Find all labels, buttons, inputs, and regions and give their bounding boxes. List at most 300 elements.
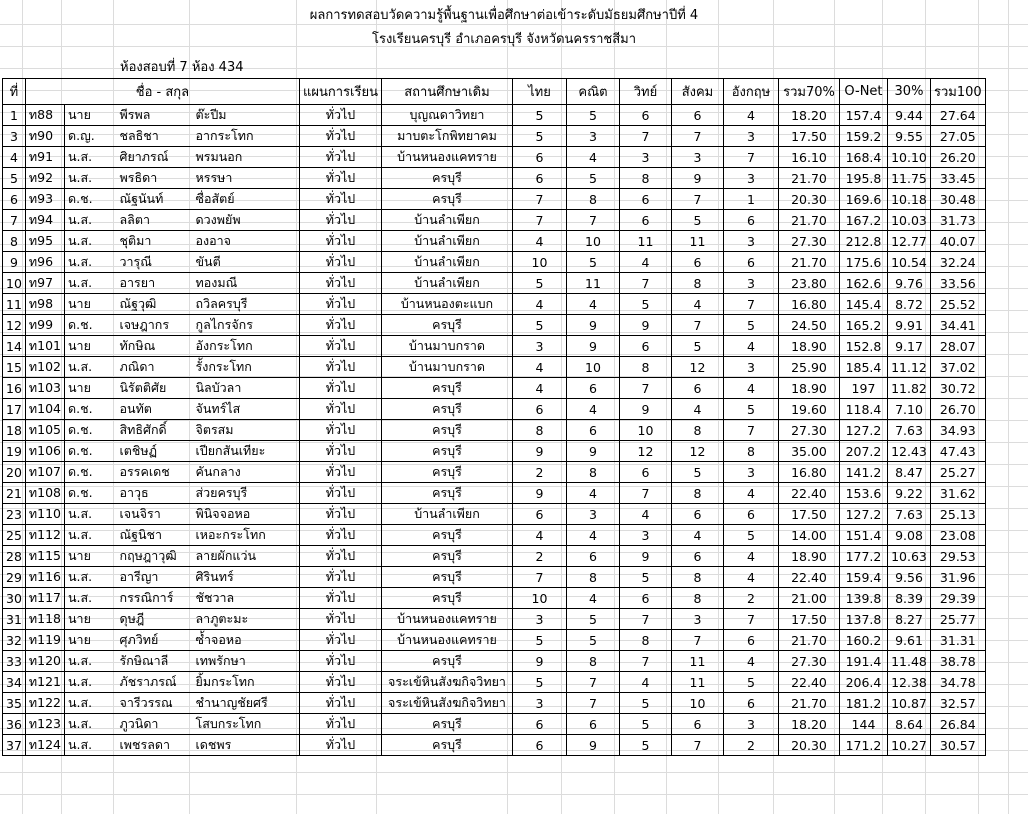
cell-no: 25 — [3, 525, 26, 546]
cell-sum70: 16.80 — [778, 462, 839, 483]
cell-sum70: 21.00 — [778, 588, 839, 609]
cell-last-name: รั้งกระโทก — [193, 357, 300, 378]
cell-onet: 169.6 — [839, 189, 887, 210]
cell-thai: 4 — [512, 378, 566, 399]
col-header-school: สถานศึกษาเดิม — [381, 79, 512, 105]
cell-english: 6 — [723, 252, 778, 273]
cell-no: 12 — [3, 315, 26, 336]
school-title: โรงเรียนครบุรี อำเภอครบุรี จังหวัดนครราชสีมา — [371, 32, 636, 47]
cell-exam-id: ท112 — [25, 525, 64, 546]
cell-social: 6 — [671, 105, 723, 126]
col-header-onet: O-Net — [839, 79, 887, 105]
cell-prefix: น.ส. — [65, 735, 117, 756]
cell-exam-id: ท97 — [25, 273, 64, 294]
cell-first-name: พีรพล — [117, 105, 193, 126]
cell-sum70: 18.90 — [778, 336, 839, 357]
cell-exam-id: ท90 — [25, 126, 64, 147]
exam-room-label: ห้องสอบที่ 7 ห้อง 434 — [120, 60, 244, 75]
table-row — [3, 504, 986, 525]
cell-onet: 195.8 — [839, 168, 887, 189]
cell-english: 4 — [723, 546, 778, 567]
cell-last-name: เดชพร — [193, 735, 300, 756]
cell-math: 9 — [566, 735, 619, 756]
cell-science: 7 — [619, 273, 671, 294]
cell-prev-school: บ้านลำเพียก — [381, 210, 512, 231]
cell-science: 6 — [619, 588, 671, 609]
cell-thai: 5 — [512, 630, 566, 651]
cell-prefix: น.ส. — [65, 357, 117, 378]
cell-plan: ทั่วไป — [300, 483, 382, 504]
cell-sum70: 27.30 — [778, 420, 839, 441]
score-table — [2, 78, 986, 756]
table-row — [3, 399, 986, 420]
cell-sum100: 34.78 — [930, 672, 985, 693]
cell-plan: ทั่วไป — [300, 231, 382, 252]
header-row — [3, 79, 986, 105]
cell-onet: 175.6 — [839, 252, 887, 273]
cell-thai: 9 — [512, 651, 566, 672]
cell-sum70: 35.00 — [778, 441, 839, 462]
cell-sum70: 20.30 — [778, 735, 839, 756]
cell-sum100: 31.62 — [930, 483, 985, 504]
cell-social: 7 — [671, 630, 723, 651]
cell-sum100: 47.43 — [930, 441, 985, 462]
cell-30pct: 9.91 — [887, 315, 930, 336]
cell-first-name: สิทธิศักดิ์ — [117, 420, 193, 441]
cell-onet: 137.8 — [839, 609, 887, 630]
cell-sum100: 33.56 — [930, 273, 985, 294]
cell-onet: 165.2 — [839, 315, 887, 336]
cell-social: 11 — [671, 231, 723, 252]
cell-30pct: 9.17 — [887, 336, 930, 357]
cell-social: 6 — [671, 714, 723, 735]
cell-first-name: ภูวนิดา — [117, 714, 193, 735]
col-header-30pct: 30% — [887, 79, 930, 105]
cell-social: 8 — [671, 588, 723, 609]
cell-prefix: น.ส. — [65, 588, 117, 609]
table-row — [3, 252, 986, 273]
cell-plan: ทั่วไป — [300, 252, 382, 273]
cell-prev-school: บ้านหนองตะแบก — [381, 294, 512, 315]
cell-prefix: นาย — [65, 546, 117, 567]
cell-thai: 4 — [512, 525, 566, 546]
cell-exam-id: ท98 — [25, 294, 64, 315]
table-row — [3, 693, 986, 714]
cell-no: 4 — [3, 147, 26, 168]
cell-thai: 9 — [512, 441, 566, 462]
cell-last-name: องอาจ — [193, 231, 300, 252]
table-row — [3, 189, 986, 210]
cell-prev-school: บุญณดาวิทยา — [381, 105, 512, 126]
cell-sum70: 17.50 — [778, 126, 839, 147]
cell-no: 19 — [3, 441, 26, 462]
cell-onet: 159.4 — [839, 567, 887, 588]
cell-science: 7 — [619, 651, 671, 672]
cell-first-name: อนทัต — [117, 399, 193, 420]
cell-30pct: 12.77 — [887, 231, 930, 252]
cell-prefix: น.ส. — [65, 273, 117, 294]
cell-prev-school: บ้านหนองแคทราย — [381, 630, 512, 651]
cell-math: 5 — [566, 168, 619, 189]
cell-no: 9 — [3, 252, 26, 273]
cell-science: 6 — [619, 105, 671, 126]
cell-prev-school: บ้านมาบกราด — [381, 336, 512, 357]
cell-onet: 185.4 — [839, 357, 887, 378]
cell-math: 8 — [566, 189, 619, 210]
cell-exam-id: ท110 — [25, 504, 64, 525]
cell-math: 4 — [566, 525, 619, 546]
col-header-sum70: รวม70% — [778, 79, 839, 105]
cell-sum100: 40.07 — [930, 231, 985, 252]
cell-thai: 5 — [512, 672, 566, 693]
col-header-name: ชื่อ - สกุล — [25, 79, 299, 105]
cell-sum100: 28.07 — [930, 336, 985, 357]
cell-no: 10 — [3, 273, 26, 294]
cell-sum100: 26.70 — [930, 399, 985, 420]
cell-sum70: 18.20 — [778, 714, 839, 735]
cell-last-name: ทองมณี — [193, 273, 300, 294]
cell-english: 4 — [723, 651, 778, 672]
cell-thai: 10 — [512, 252, 566, 273]
cell-prev-school: ครบุรี — [381, 483, 512, 504]
cell-math: 8 — [566, 462, 619, 483]
cell-plan: ทั่วไป — [300, 714, 382, 735]
cell-sum100: 37.02 — [930, 357, 985, 378]
table-row — [3, 651, 986, 672]
cell-social: 7 — [671, 126, 723, 147]
cell-thai: 6 — [512, 399, 566, 420]
cell-sum70: 21.70 — [778, 630, 839, 651]
cell-math: 8 — [566, 567, 619, 588]
cell-plan: ทั่วไป — [300, 168, 382, 189]
cell-prefix: น.ส. — [65, 567, 117, 588]
cell-math: 4 — [566, 294, 619, 315]
cell-prefix: น.ส. — [65, 210, 117, 231]
cell-prefix: ด.ช. — [65, 483, 117, 504]
cell-30pct: 9.44 — [887, 105, 930, 126]
cell-sum100: 32.57 — [930, 693, 985, 714]
cell-no: 15 — [3, 357, 26, 378]
cell-last-name: อากระโทก — [193, 126, 300, 147]
cell-english: 7 — [723, 294, 778, 315]
table-row — [3, 105, 986, 126]
cell-sum100: 25.52 — [930, 294, 985, 315]
cell-english: 6 — [723, 210, 778, 231]
cell-onet: 206.4 — [839, 672, 887, 693]
cell-social: 9 — [671, 168, 723, 189]
cell-exam-id: ท106 — [25, 441, 64, 462]
cell-math: 7 — [566, 210, 619, 231]
cell-no: 7 — [3, 210, 26, 231]
cell-sum100: 34.41 — [930, 315, 985, 336]
cell-prefix: น.ส. — [65, 693, 117, 714]
cell-30pct: 8.72 — [887, 294, 930, 315]
cell-math: 8 — [566, 651, 619, 672]
cell-english: 2 — [723, 735, 778, 756]
cell-sum70: 21.70 — [778, 168, 839, 189]
cell-math: 6 — [566, 546, 619, 567]
cell-social: 11 — [671, 651, 723, 672]
cell-plan: ทั่วไป — [300, 567, 382, 588]
cell-first-name: รักษิณาลี — [117, 651, 193, 672]
cell-sum100: 23.08 — [930, 525, 985, 546]
cell-30pct: 10.54 — [887, 252, 930, 273]
cell-english: 3 — [723, 273, 778, 294]
cell-sum100: 31.31 — [930, 630, 985, 651]
cell-english: 4 — [723, 105, 778, 126]
table-row — [3, 714, 986, 735]
cell-math: 7 — [566, 693, 619, 714]
cell-no: 1 — [3, 105, 26, 126]
cell-sum100: 25.13 — [930, 504, 985, 525]
cell-prefix: นาย — [65, 336, 117, 357]
cell-science: 8 — [619, 630, 671, 651]
cell-sum100: 31.96 — [930, 567, 985, 588]
cell-prev-school: ครบุรี — [381, 588, 512, 609]
table-row — [3, 378, 986, 399]
cell-sum100: 27.64 — [930, 105, 985, 126]
cell-math: 9 — [566, 336, 619, 357]
cell-prefix: ด.ช. — [65, 315, 117, 336]
cell-no: 5 — [3, 168, 26, 189]
cell-exam-id: ท116 — [25, 567, 64, 588]
cell-onet: 191.4 — [839, 651, 887, 672]
table-row — [3, 210, 986, 231]
cell-plan: ทั่วไป — [300, 462, 382, 483]
cell-last-name: ชำนาญชัยศรี — [193, 693, 300, 714]
cell-last-name: ศิรินทร์ — [193, 567, 300, 588]
cell-last-name: เหอะกระโทก — [193, 525, 300, 546]
cell-30pct: 8.27 — [887, 609, 930, 630]
cell-first-name: นิรัตติศัย — [117, 378, 193, 399]
cell-last-name: หรรษา — [193, 168, 300, 189]
cell-exam-id: ท92 — [25, 168, 64, 189]
cell-last-name: ซื่อสัตย์ — [193, 189, 300, 210]
cell-no: 3 — [3, 126, 26, 147]
cell-plan: ทั่วไป — [300, 651, 382, 672]
cell-sum70: 16.10 — [778, 147, 839, 168]
cell-first-name: เตชิษฏ์ — [117, 441, 193, 462]
cell-plan: ทั่วไป — [300, 525, 382, 546]
cell-prefix: น.ส. — [65, 672, 117, 693]
cell-thai: 7 — [512, 210, 566, 231]
cell-science: 4 — [619, 672, 671, 693]
cell-math: 3 — [566, 126, 619, 147]
grid-line — [1008, 0, 1009, 814]
cell-sum100: 26.20 — [930, 147, 985, 168]
cell-sum70: 18.90 — [778, 546, 839, 567]
cell-prefix: น.ส. — [65, 231, 117, 252]
cell-science: 5 — [619, 567, 671, 588]
cell-prefix: น.ส. — [65, 714, 117, 735]
cell-sum70: 14.00 — [778, 525, 839, 546]
cell-sum100: 38.78 — [930, 651, 985, 672]
cell-thai: 7 — [512, 567, 566, 588]
cell-social: 4 — [671, 399, 723, 420]
cell-onet: 127.2 — [839, 504, 887, 525]
cell-first-name: เจษฎากร — [117, 315, 193, 336]
cell-science: 8 — [619, 168, 671, 189]
cell-english: 7 — [723, 420, 778, 441]
cell-30pct: 12.43 — [887, 441, 930, 462]
cell-onet: 151.4 — [839, 525, 887, 546]
cell-english: 6 — [723, 693, 778, 714]
cell-thai: 7 — [512, 189, 566, 210]
cell-exam-id: ท124 — [25, 735, 64, 756]
table-row — [3, 357, 986, 378]
cell-first-name: ทักษิณ — [117, 336, 193, 357]
cell-social: 7 — [671, 315, 723, 336]
table-row — [3, 462, 986, 483]
cell-thai: 4 — [512, 357, 566, 378]
cell-onet: 159.2 — [839, 126, 887, 147]
cell-prefix: น.ส. — [65, 252, 117, 273]
cell-first-name: เจนจิรา — [117, 504, 193, 525]
cell-exam-id: ท105 — [25, 420, 64, 441]
cell-exam-id: ท123 — [25, 714, 64, 735]
cell-30pct: 10.10 — [887, 147, 930, 168]
cell-social: 8 — [671, 420, 723, 441]
cell-sum70: 20.30 — [778, 189, 839, 210]
cell-exam-id: ท88 — [25, 105, 64, 126]
cell-thai: 5 — [512, 315, 566, 336]
cell-sum70: 22.40 — [778, 672, 839, 693]
cell-sum70: 18.20 — [778, 105, 839, 126]
cell-prev-school: ครบุรี — [381, 735, 512, 756]
cell-math: 9 — [566, 441, 619, 462]
cell-first-name: ดุษฎี — [117, 609, 193, 630]
cell-no: 29 — [3, 567, 26, 588]
cell-onet: 152.8 — [839, 336, 887, 357]
cell-onet: 207.2 — [839, 441, 887, 462]
cell-no: 21 — [3, 483, 26, 504]
cell-thai: 5 — [512, 105, 566, 126]
cell-first-name: อารยา — [117, 273, 193, 294]
cell-thai: 6 — [512, 147, 566, 168]
cell-english: 3 — [723, 357, 778, 378]
cell-social: 5 — [671, 336, 723, 357]
cell-last-name: พินิจจอหอ — [193, 504, 300, 525]
cell-30pct: 9.61 — [887, 630, 930, 651]
cell-prev-school: ครบุรี — [381, 420, 512, 441]
report-title: ผลการทดสอบวัดความรู้พื้นฐานเพื่อศึกษาต่อเข้าระดับมัธยมศึกษาปีที่ 4 — [309, 8, 699, 23]
cell-math: 6 — [566, 378, 619, 399]
cell-thai: 3 — [512, 609, 566, 630]
cell-math: 4 — [566, 483, 619, 504]
cell-sum100: 29.53 — [930, 546, 985, 567]
cell-thai: 2 — [512, 462, 566, 483]
cell-last-name: ยิ้มกระโทก — [193, 672, 300, 693]
cell-math: 10 — [566, 357, 619, 378]
cell-science: 6 — [619, 189, 671, 210]
cell-english: 3 — [723, 168, 778, 189]
cell-prev-school: ครบุรี — [381, 399, 512, 420]
cell-english: 3 — [723, 462, 778, 483]
cell-english: 5 — [723, 315, 778, 336]
cell-science: 5 — [619, 714, 671, 735]
cell-onet: 171.2 — [839, 735, 887, 756]
cell-plan: ทั่วไป — [300, 420, 382, 441]
cell-english: 2 — [723, 588, 778, 609]
cell-first-name: ภณิดา — [117, 357, 193, 378]
cell-first-name: วารุณี — [117, 252, 193, 273]
cell-exam-id: ท91 — [25, 147, 64, 168]
cell-science: 6 — [619, 210, 671, 231]
cell-onet: 145.4 — [839, 294, 887, 315]
cell-prev-school: ครบุรี — [381, 168, 512, 189]
cell-sum70: 21.70 — [778, 252, 839, 273]
cell-prev-school: บ้านลำเพียก — [381, 252, 512, 273]
cell-thai: 6 — [512, 735, 566, 756]
cell-english: 4 — [723, 483, 778, 504]
cell-plan: ทั่วไป — [300, 546, 382, 567]
cell-science: 5 — [619, 294, 671, 315]
cell-first-name: ลลิตา — [117, 210, 193, 231]
cell-no: 17 — [3, 399, 26, 420]
cell-science: 10 — [619, 420, 671, 441]
cell-30pct: 7.63 — [887, 504, 930, 525]
cell-30pct: 11.75 — [887, 168, 930, 189]
cell-exam-id: ท102 — [25, 357, 64, 378]
cell-first-name: จารีวรรณ — [117, 693, 193, 714]
cell-plan: ทั่วไป — [300, 399, 382, 420]
cell-first-name: ศุภวิทย์ — [117, 630, 193, 651]
cell-prefix: นาย — [65, 378, 117, 399]
cell-science: 9 — [619, 546, 671, 567]
cell-prefix: น.ส. — [65, 168, 117, 189]
cell-prefix: นาย — [65, 609, 117, 630]
cell-science: 4 — [619, 252, 671, 273]
cell-30pct: 9.55 — [887, 126, 930, 147]
cell-last-name: อังกระโทก — [193, 336, 300, 357]
cell-prev-school: จระเข้หินสังฆกิจวิทยา — [381, 672, 512, 693]
cell-onet: 197 — [839, 378, 887, 399]
table-row — [3, 567, 986, 588]
cell-prefix: ด.ช. — [65, 399, 117, 420]
cell-english: 3 — [723, 714, 778, 735]
cell-first-name: ศิยาภรณ์ — [117, 147, 193, 168]
cell-math: 4 — [566, 399, 619, 420]
cell-no: 14 — [3, 336, 26, 357]
cell-30pct: 8.47 — [887, 462, 930, 483]
cell-sum70: 22.40 — [778, 483, 839, 504]
cell-no: 37 — [3, 735, 26, 756]
cell-math: 6 — [566, 420, 619, 441]
col-header-plan: แผนการเรียน — [300, 79, 382, 105]
cell-first-name: ภัชราภรณ์ — [117, 672, 193, 693]
cell-thai: 10 — [512, 588, 566, 609]
cell-prefix: น.ส. — [65, 147, 117, 168]
cell-sum70: 18.90 — [778, 378, 839, 399]
cell-prev-school: ครบุรี — [381, 714, 512, 735]
cell-plan: ทั่วไป — [300, 504, 382, 525]
cell-prev-school: บ้านหนองแคทราย — [381, 147, 512, 168]
cell-first-name: อรรคเดช — [117, 462, 193, 483]
cell-thai: 3 — [512, 693, 566, 714]
cell-social: 6 — [671, 546, 723, 567]
cell-no: 18 — [3, 420, 26, 441]
cell-thai: 4 — [512, 231, 566, 252]
cell-thai: 5 — [512, 273, 566, 294]
cell-prev-school: ครบุรี — [381, 315, 512, 336]
table-row — [3, 273, 986, 294]
cell-exam-id: ท94 — [25, 210, 64, 231]
cell-exam-id: ท117 — [25, 588, 64, 609]
cell-onet: 153.6 — [839, 483, 887, 504]
table-row — [3, 147, 986, 168]
cell-social: 3 — [671, 147, 723, 168]
table-row — [3, 735, 986, 756]
